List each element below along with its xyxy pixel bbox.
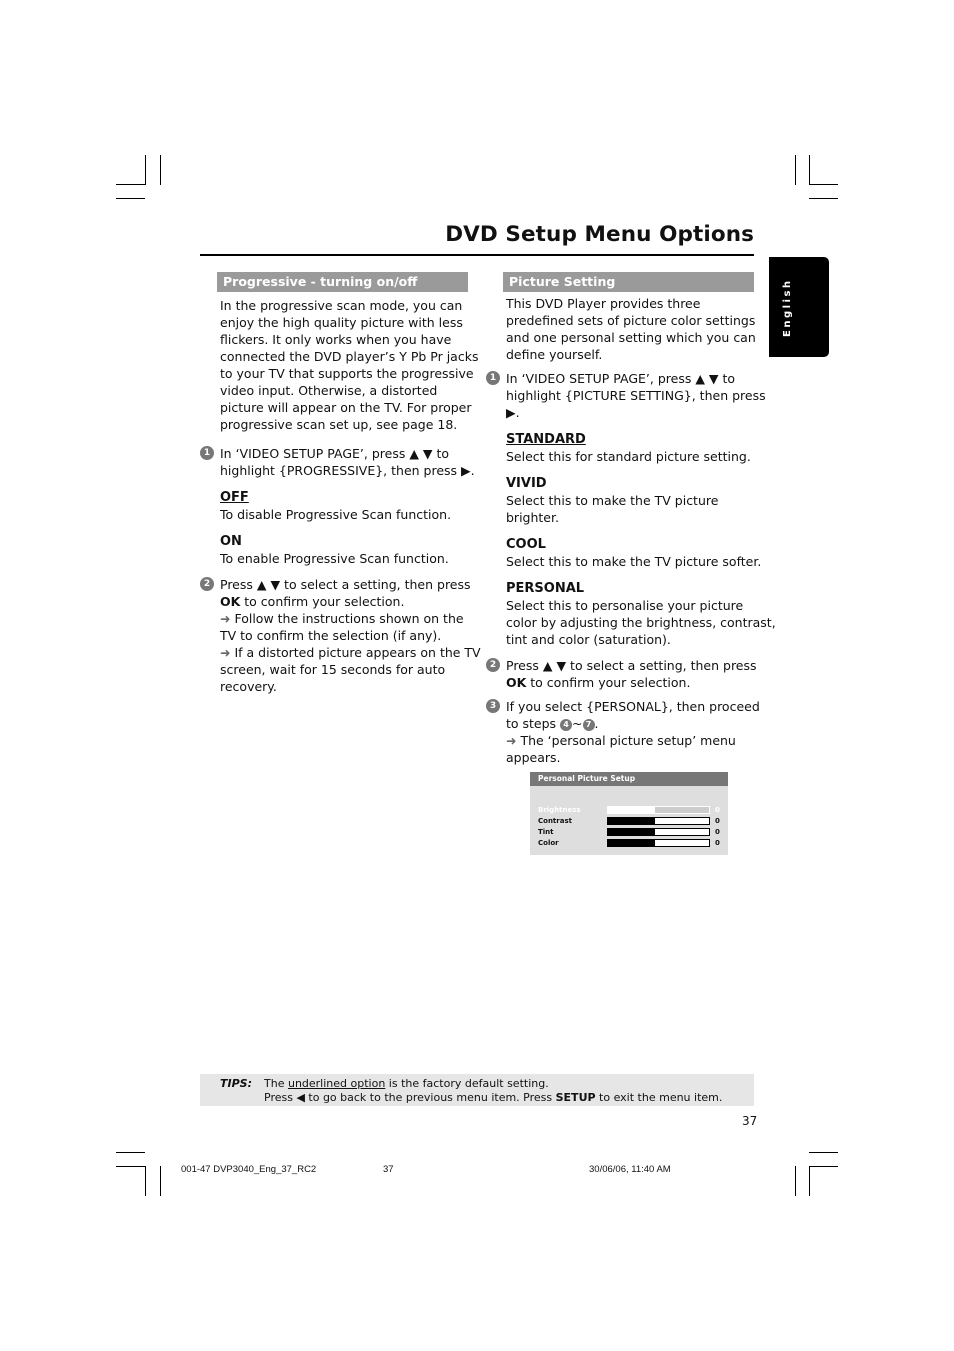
arrow-right-icon: ➜ [220,611,231,626]
crop-mark [809,1166,838,1167]
osd-title: Personal Picture Setup [530,772,728,786]
step-number-icon: 2 [486,658,500,672]
picture-intro: This DVD Player provides three predefined sets of picture color settings and one personal setting which you can define yourself. [506,296,756,362]
step-number-icon: 1 [486,371,500,385]
level-bar-fill [608,829,655,835]
tips-line-2: Press ◀ to go back to the previous menu item. Press SETUP to exit the menu item. [264,1091,723,1104]
progressive-intro: In the progressive scan mode, you can enjoy the high quality picture with less flickers. It only works when you have connected the DVD player’s Y Pb Pr jacks to your TV that supports the progressive video input. Otherwise, a distorted picture will appear on the TV. For proper progressive scan set up, see page 18. [220,298,479,432]
option-standard [486,431,758,465]
level-bar [607,828,710,836]
crop-mark [145,155,146,185]
language-tab [769,257,829,357]
option-off [200,489,472,523]
option-cool-desc: Select this to make the TV picture softer. [506,554,762,569]
option-off-label: OFF [220,490,249,505]
crop-mark [145,1166,146,1196]
tips-line-1: The underlined option is the factory default setting. [264,1077,549,1090]
page-title: DVD Setup Menu Options [445,222,754,247]
option-cool [486,536,762,570]
option-on-label: ON [220,534,242,549]
option-standard-label: STANDARD [506,432,586,447]
footer-file: 001-47 DVP3040_Eng_37_RC2 [181,1164,317,1175]
arrow-right-icon: ➜ [506,733,517,748]
osd-row-contrast: Contrast 0 [538,817,720,825]
option-vivid-label: VIVID [506,476,547,491]
section-header-progressive: Progressive - turning on/off [217,272,468,292]
picture-step-3: 3 If you select {PERSONAL}, then proceed to steps 4 ~ 7 . ➜ The ‘personal picture setup’ menu appears. [486,698,758,766]
option-on-desc: To enable Progressive Scan function. [220,551,449,566]
crop-mark [116,184,145,185]
tips-box [200,1074,754,1106]
osd-row-color: Color 0 [538,839,720,847]
step-number-icon: 1 [200,446,214,460]
level-bar [607,817,710,825]
crop-mark [160,155,161,185]
option-personal [486,580,776,648]
tips-label: TIPS: [220,1077,252,1090]
title-rule [200,254,754,256]
left-column [200,272,481,695]
level-bar-fill [608,818,655,824]
crop-mark [809,198,838,199]
step-number-icon: 4 [560,719,572,731]
crop-mark [809,1152,838,1153]
section-header-picture: Picture Setting [503,272,754,292]
option-personal-label: PERSONAL [506,581,585,596]
progressive-step-2: 2 Press ▲ ▼ to select a setting, then press OK to confirm your selection. ➜ Follow the instructions shown on the TV to confirm the selection (if any). ➜ If a distorted picture appears on the TV screen, wait for 15 seconds for auto recovery. [200,576,472,695]
language-tab-label: English [782,278,793,337]
level-bar-fill [608,840,655,846]
crop-mark [116,1166,145,1167]
level-bar-fill [608,807,655,813]
option-personal-desc: Select this to personalise your picture color by adjusting the brightness, contrast, tint and color (saturation). [506,598,776,647]
level-bar [607,839,710,847]
crop-mark [809,1166,810,1196]
option-cool-label: COOL [506,537,546,552]
option-off-desc: To disable Progressive Scan function. [220,507,452,522]
crop-mark [809,184,838,185]
crop-mark [160,1166,161,1196]
option-vivid-desc: Select this to make the TV picture brighter. [506,493,719,525]
picture-step-1: 1 In ‘VIDEO SETUP PAGE’, press ▲ ▼ to highlight {PICTURE SETTING}, then press ▶. [486,370,758,421]
personal-picture-setup-screen [530,772,728,855]
crop-mark [809,155,810,185]
step-number-icon: 3 [486,699,500,713]
option-on [200,533,472,567]
osd-row-brightness: Brightness 0 [538,806,720,814]
crop-mark [116,1152,145,1153]
osd-row-tint: Tint 0 [538,828,720,836]
crop-mark [795,1166,796,1196]
crop-mark [116,198,145,199]
footer-page: 37 [383,1164,394,1175]
step-number-icon: 2 [200,577,214,591]
option-standard-desc: Select this for standard picture setting. [506,449,751,464]
arrow-right-icon: ➜ [220,645,231,660]
option-vivid [486,475,758,526]
level-bar [607,806,710,814]
picture-step-2: 2 Press ▲ ▼ to select a setting, then press OK to confirm your selection. [486,657,758,691]
footer-date: 30/06/06, 11:40 AM [589,1164,671,1175]
crop-mark [795,155,796,185]
step-number-icon: 7 [583,719,595,731]
progressive-step-1: 1 In ‘VIDEO SETUP PAGE’, press ▲ ▼ to highlight {PROGRESSIVE}, then press ▶. [200,445,472,479]
page-number: 37 [742,1114,758,1128]
right-column [486,272,776,766]
